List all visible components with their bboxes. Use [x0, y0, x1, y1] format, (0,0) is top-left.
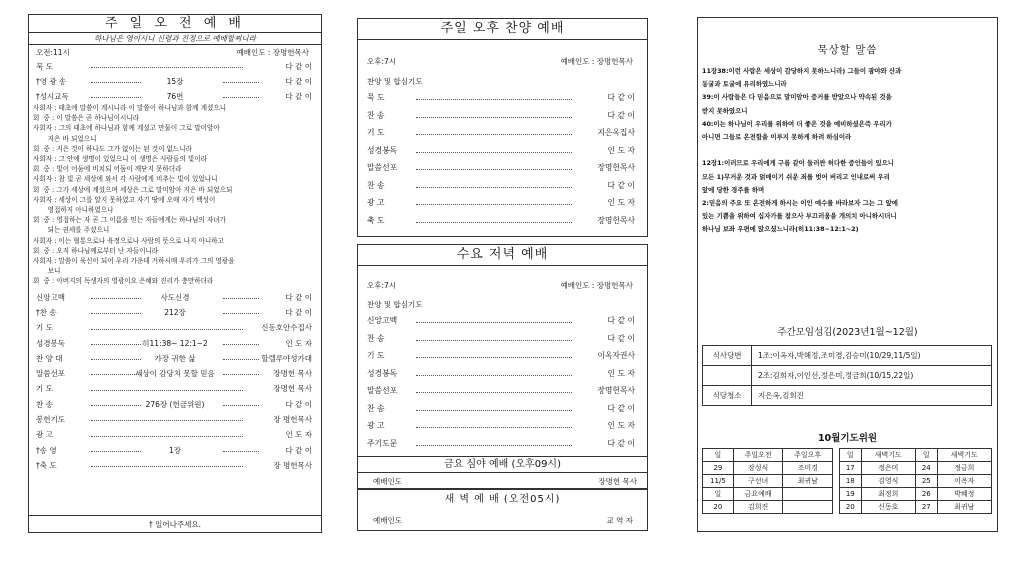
dotted-leader: [91, 97, 141, 98]
order-person: 다 같 이: [285, 77, 312, 86]
order-row: [29, 426, 321, 441]
prayer-row: [840, 501, 992, 514]
order-person: 장명헌목사: [597, 386, 635, 395]
dawn-service-panel: [357, 489, 648, 531]
prayer-cell: 박혜정: [937, 488, 991, 501]
order-label: 찬 송: [367, 333, 385, 343]
prayer-cell: 26: [915, 488, 937, 501]
afternoon-service-time: 오후:7시: [367, 57, 397, 66]
prayer-header-row: [703, 449, 833, 462]
prayer-cell: 장성식: [733, 462, 783, 475]
dawn-leader: 교 역 자: [606, 516, 633, 525]
order-label: 성경봉독: [36, 338, 65, 348]
order-person: 장명헌 목사: [273, 384, 312, 394]
reading-line: 회 중 : 지은 것이 하나도 그가 없이는 된 것이 없느니라: [33, 144, 193, 153]
reading-line: 회 중 : 오직 하나님께로부터 난 자들이니라: [33, 246, 159, 255]
dotted-leader: [91, 405, 141, 406]
order-row: [29, 457, 321, 472]
order-row: [29, 319, 321, 334]
prayer-cell: 정은미: [861, 462, 915, 475]
afternoon-service-sub: 찬양 및 합심기도: [367, 77, 423, 86]
reading-line: 영접하지 아니하였으나: [33, 206, 114, 215]
prayer-header: 일: [703, 449, 734, 462]
dotted-leader: [91, 82, 141, 83]
order-row: [29, 88, 321, 103]
order-row: [358, 434, 647, 452]
prayer-cell: 18: [840, 475, 862, 488]
order-label: 봉헌기도: [36, 415, 65, 425]
prayer-row: [840, 475, 992, 488]
prayer-cell: 20: [703, 501, 734, 514]
prayer-row: [703, 462, 833, 475]
dotted-leader: [223, 82, 259, 83]
order-label: 기 도: [36, 384, 53, 394]
meeting-row: [703, 366, 992, 386]
wednesday-service-header: [358, 266, 647, 299]
dotted-leader: [91, 436, 243, 437]
prayer-cell: [783, 501, 833, 514]
order-row: [358, 346, 647, 364]
order-label: †성시교독: [36, 92, 69, 101]
reading-line: 사회자 : 그의 태초에 하나님과 함께 계셨고 만물이 그로 말미암아: [33, 124, 220, 133]
dotted-leader: [416, 134, 572, 135]
dotted-leader: [91, 329, 243, 330]
order-row: [29, 304, 321, 319]
order-row: [358, 158, 647, 176]
order-label: †영 광 송: [36, 77, 67, 86]
order-label: 말씀선포: [367, 386, 398, 395]
order-person: 다 같 이: [607, 180, 635, 190]
dotted-leader: [91, 420, 243, 421]
wednesday-service-sub: 찬양 및 합심기도: [367, 300, 423, 309]
order-label: 찬 송: [36, 399, 53, 409]
order-item: 히11:38~ 12:1~2: [142, 338, 208, 348]
order-item: 세상이 감당치 못할 믿음: [135, 369, 215, 379]
dotted-leader: [91, 313, 141, 314]
reading-line: 사회자 : 말씀이 육신이 되어 우리 가운데 거하시매 우리가 그의 영광을: [33, 257, 235, 266]
verse-line: 39:이 사람들은 다 믿음으로 말미암아 증거를 받았으나 약속된 것을: [702, 93, 892, 102]
order-person: 다 같 이: [285, 445, 312, 455]
dotted-leader: [91, 298, 141, 299]
friday-service-leader-row: [358, 473, 647, 488]
prayer-cell: 29: [703, 462, 734, 475]
dotted-leader: [416, 152, 572, 153]
dotted-leader: [416, 340, 572, 341]
order-row: [358, 364, 647, 382]
order-row: [29, 335, 321, 350]
verse-line: 있는 기쁨을 위하여 십자가를 참으사 부끄러움을 개의치 아니하시더니: [702, 212, 897, 221]
order-label: 광 고: [367, 421, 385, 430]
meeting-value: 1조:이옥자,박혜정,조미경,김승미(10/29,11/5일): [752, 346, 992, 366]
dotted-leader: [91, 466, 243, 467]
order-person: 장명헌목사: [597, 215, 635, 225]
verse-line: [702, 144, 997, 157]
morning-service-header: [29, 45, 321, 58]
meeting-title: 주간모임섬김(2023년1월~12월): [777, 327, 918, 338]
morning-service-leader: 예배인도 : 장명헌목사: [236, 48, 309, 57]
prayer-cell: 최정희: [861, 488, 915, 501]
dotted-leader: [416, 99, 572, 100]
order-item: 15장: [166, 77, 184, 86]
order-label: †축 도: [36, 460, 57, 470]
meditation-title: 묵상할 말씀: [817, 44, 878, 56]
dotted-leader: [416, 410, 572, 411]
dotted-leader: [223, 298, 259, 299]
dotted-leader: [223, 359, 259, 360]
dotted-leader: [416, 204, 572, 205]
prayer-cell: 20: [840, 501, 862, 514]
prayer-cell: 조미경: [783, 462, 833, 475]
order-row: [358, 416, 647, 434]
verse-line: 하나님 보좌 우편에 앉으셨느니라(히11:38~12:1~2): [702, 225, 859, 234]
prayer-cell: 금요예배: [733, 488, 783, 501]
prayer-cell: 구선녀: [733, 475, 783, 488]
dotted-leader: [223, 97, 259, 98]
prayer-row: [840, 462, 992, 475]
order-row: [29, 365, 321, 380]
prayer-cell: [783, 488, 833, 501]
order-person: 인 도 자: [607, 421, 635, 430]
order-person: 다 같 이: [285, 292, 312, 302]
afternoon-service-header: [358, 40, 647, 76]
prayer-row: [840, 488, 992, 501]
dotted-leader: [91, 344, 141, 345]
prayer-header: 일: [915, 449, 937, 462]
order-label: 찬 송: [367, 110, 385, 120]
prayer-header: 주일오후: [783, 449, 833, 462]
order-person: 인 도 자: [607, 145, 635, 155]
order-label: †찬 송: [36, 307, 57, 317]
dawn-leader-label: 예배인도: [373, 516, 402, 525]
dotted-leader: [416, 392, 572, 393]
friday-service-panel: [357, 457, 648, 489]
prayer-cell: 24: [915, 462, 937, 475]
order-person: 인 도 자: [285, 338, 312, 348]
order-label: 말씀선포: [36, 369, 65, 379]
order-label: 성경봉독: [367, 145, 398, 155]
meditation-verses: [698, 57, 997, 237]
prayer-cell: 정금희: [937, 462, 991, 475]
order-person: 인 도 자: [607, 198, 635, 207]
order-label: †송 영: [36, 445, 57, 455]
dotted-leader: [223, 405, 259, 406]
order-row: [29, 58, 321, 73]
prayer-cell: 일: [703, 488, 734, 501]
order-person: 다 같 이: [285, 307, 312, 317]
verse-line: 12장1:이러므로 우리에게 구름 같이 둘러싼 허다한 증인들이 있으니: [702, 159, 894, 168]
meeting-value: 지은옥,김희진: [752, 386, 992, 406]
verse-line: 앞에 당한 경주를 하며: [702, 185, 765, 194]
wednesday-service-title: 수요 저녁 예배: [358, 245, 647, 266]
order-person: 인 도 자: [607, 368, 635, 378]
order-label: 성경봉독: [367, 368, 398, 378]
order-row: [29, 411, 321, 426]
order-row: [29, 73, 321, 88]
order-label: 말씀선포: [367, 163, 398, 172]
order-label: 묵 도: [36, 62, 53, 71]
order-label: 신앙고백: [36, 292, 65, 302]
order-person: 다 같 이: [607, 403, 635, 413]
dotted-leader: [416, 375, 572, 376]
order-person: 다 같 이: [285, 92, 312, 101]
reading-line: 회 중 : 이 말씀은 곧 하나님이시니라: [33, 114, 140, 123]
reading-line: 사회자 : 참 빛 곧 세상에 와서 각 사람에게 비추는 빛이 있었나니: [33, 175, 218, 184]
prayer-cell: 이옥자: [937, 475, 991, 488]
order-person: 장명헌목사: [597, 163, 635, 172]
prayer-cell: 최귀남: [783, 475, 833, 488]
afternoon-service-panel: [357, 18, 648, 237]
order-label: 기 도: [367, 351, 385, 360]
dotted-leader: [91, 374, 141, 375]
order-label: 신앙고백: [367, 316, 398, 325]
prayer-row: [703, 488, 833, 501]
order-person: 장명헌 목사: [273, 369, 312, 379]
wednesday-order: [358, 311, 647, 451]
order-row: [358, 106, 647, 124]
prayer-header: 주일오전: [733, 449, 783, 462]
dotted-leader: [91, 359, 141, 360]
verse-line: 받지 못하였으니: [702, 106, 748, 115]
order-person: 다 같 이: [607, 438, 635, 448]
order-person: 이옥자권사: [597, 351, 635, 360]
reading-line: 회 중 : 빛이 어둠에 비치되 어둠이 깨닫지 못하더라: [33, 165, 182, 174]
prayer-header: 새벽기도: [861, 449, 915, 462]
order-row: [358, 88, 647, 106]
morning-order-part2: [29, 289, 321, 473]
order-label: 찬 송: [367, 403, 385, 413]
dotted-leader: [416, 357, 572, 358]
order-row: [358, 123, 647, 141]
order-row: [358, 311, 647, 329]
verse-line: 11장38:이런 사람은 세상이 감당하지 못하느니라) 그들이 광야와 산과: [702, 67, 902, 75]
dawn-service-leader-row: [358, 510, 647, 528]
order-row: [358, 329, 647, 347]
order-row: [358, 399, 647, 417]
order-person: 장 명헌목사: [273, 415, 312, 425]
order-label: 기 도: [36, 323, 53, 333]
dotted-leader: [223, 374, 259, 375]
wednesday-service-leader: 예배인도 : 장명헌목사: [560, 281, 633, 290]
prayer-table-right: [839, 448, 992, 514]
order-label: 축 도: [367, 215, 385, 225]
friday-leader-label: 예배인도: [373, 477, 402, 486]
order-person: 다 같 이: [607, 93, 635, 102]
prayer-title: 10월기도위원: [817, 433, 878, 444]
morning-service-panel: [28, 14, 322, 533]
order-label: 묵 도: [367, 93, 385, 102]
wednesday-service-panel: [357, 244, 648, 457]
friday-service-title: 금요 심야 예배 (오후09시): [358, 457, 647, 473]
reading-line: 사회자 : 이는 혈통으로나 육정으로나 사람의 뜻으로 나지 아니하고: [33, 236, 224, 245]
order-row: [358, 193, 647, 211]
order-row: [358, 381, 647, 399]
reading-line: 회 중 : 그가 세상에 계셨으며 세상은 그로 말미암아 지은 바 되었으되: [33, 185, 233, 194]
order-label: 주기도문: [367, 438, 398, 448]
prayer-cell: 25: [915, 475, 937, 488]
order-item: 212장: [164, 307, 186, 317]
morning-service-subtitle: 하나님은 영이시니 신령과 진정으로 예배할찌니라: [29, 33, 321, 45]
meeting-row: [703, 346, 992, 366]
afternoon-service-leader: 예배인도 : 장명헌목사: [560, 57, 633, 66]
prayer-cell: 최귀남: [937, 501, 991, 514]
verse-line: 40:이는 하나님이 우리를 위하여 더 좋은 것을 예비하셨은즉 우리가: [702, 119, 892, 128]
order-person: 다 같 이: [607, 333, 635, 343]
prayer-cell: 김희진: [733, 501, 783, 514]
order-person: 지은옥집사: [597, 128, 635, 137]
prayer-cell: 신동호: [861, 501, 915, 514]
responsive-reading: [29, 103, 321, 287]
order-row: [29, 350, 321, 365]
order-label: 광 고: [367, 198, 385, 207]
verse-line: 2:믿음의 주요 또 온전하게 하시는 이인 예수를 바라보자 그는 그 앞에: [702, 199, 898, 208]
order-label: 찬 송: [367, 180, 385, 190]
prayer-cell: 19: [840, 488, 862, 501]
prayer-row: [703, 475, 833, 488]
verse-line: 아니면 그들로 온전함을 이루지 못하게 하려 하심이라: [702, 133, 852, 142]
order-row: [358, 141, 647, 159]
prayer-header: 일: [840, 449, 862, 462]
meeting-table: [702, 345, 992, 406]
morning-service-time: 오전:11시: [36, 48, 70, 57]
order-person: 장 명헌목사: [273, 460, 312, 470]
afternoon-order: [358, 88, 647, 228]
order-person: 할렐루야성가대: [261, 353, 312, 363]
meeting-label: 식사당번: [703, 346, 752, 366]
friday-leader: 장명헌 목사: [598, 477, 637, 486]
meeting-value: 2조:김희자,이인선,정은미,정금희(10/15,22일): [752, 366, 992, 386]
order-item: 76번: [166, 92, 184, 101]
reading-line: 지은 바 되었으니: [33, 134, 97, 143]
reading-line: 회 중 : 아버지의 독생자의 영광이요 은혜와 진리가 충만하더라: [33, 277, 214, 286]
reading-line: 사회자 : 그 안에 생명이 있었으니 이 생명은 사람들의 빛이라: [33, 155, 207, 164]
order-person: 인 도 자: [285, 430, 312, 440]
prayer-row: [703, 501, 833, 514]
order-row: [358, 211, 647, 229]
prayer-cell: 27: [915, 501, 937, 514]
order-label: 찬 양 대: [36, 353, 63, 363]
meditation-panel: [697, 17, 998, 532]
dotted-leader: [416, 187, 572, 188]
order-person: 신동호안수집사: [261, 323, 312, 333]
reading-line: 사회자 : 태초에 말씀이 계시니라 이 말씀이 하나님과 함께 계셨으니: [33, 104, 227, 112]
order-row: [29, 442, 321, 457]
prayer-cell: 11/5: [703, 475, 734, 488]
order-row: [358, 176, 647, 194]
dawn-service-title: 새 벽 예 배 (오전05시): [444, 494, 561, 505]
dotted-leader: [91, 451, 141, 452]
order-item: 가장 귀한 삶: [154, 353, 196, 363]
dotted-leader: [91, 67, 243, 68]
order-item: 1장: [168, 445, 182, 455]
reading-line: 회 중 : 영접하는 자 곧 그 이름을 믿는 자들에게는 하나님의 자녀가: [33, 216, 226, 225]
dotted-leader: [223, 451, 259, 452]
dotted-leader: [91, 390, 243, 391]
prayer-header: 새벽기도: [937, 449, 991, 462]
dotted-leader: [416, 117, 572, 118]
reading-line: 보니: [33, 267, 61, 276]
order-row: [29, 289, 321, 304]
morning-order-part1: [29, 58, 321, 103]
reading-line: 사회자 : 세상이 그를 알지 못하였고 자기 땅에 오매 자기 백성이: [33, 195, 216, 204]
order-person: 다 같 이: [607, 316, 635, 325]
morning-service-footer: † 일어나주세요.: [29, 515, 321, 530]
prayer-cell: 김영식: [861, 475, 915, 488]
wednesday-service-time: 오후:7시: [367, 281, 397, 290]
afternoon-service-title: 주일 오후 찬양 예배: [358, 19, 647, 40]
order-item: 276장 (헌금위원): [145, 399, 205, 409]
order-row: [29, 380, 321, 395]
dotted-leader: [416, 445, 572, 446]
reading-line: 되는 권세를 주셨으니: [33, 226, 110, 235]
meeting-row: [703, 386, 992, 406]
order-item: 사도신경: [160, 292, 190, 302]
order-row: [29, 396, 321, 411]
dotted-leader: [223, 313, 259, 314]
prayer-cell: 17: [840, 462, 862, 475]
order-label: 기 도: [367, 128, 385, 137]
dotted-leader: [223, 344, 259, 345]
morning-service-title: 주 일 오 전 예 배: [29, 15, 321, 33]
verse-line: 동굴과 토굴에 유리하였느니라: [702, 80, 787, 89]
order-person: 다 같 이: [285, 399, 312, 409]
order-person: 다 같 이: [285, 62, 312, 71]
order-label: 광 고: [36, 430, 53, 440]
dotted-leader: [416, 427, 572, 428]
dotted-leader: [416, 322, 572, 323]
prayer-table-left: [702, 448, 833, 514]
meeting-label: 식당청소: [703, 386, 752, 406]
order-person: 다 같 이: [607, 110, 635, 120]
verse-line: 모든 1)무거운 것과 얽매이기 쉬운 죄를 벗어 버리고 인내로써 우리: [702, 172, 890, 181]
dotted-leader: [416, 222, 572, 223]
prayer-header-row: [840, 449, 992, 462]
meeting-label: [703, 366, 752, 386]
dotted-leader: [416, 169, 572, 170]
